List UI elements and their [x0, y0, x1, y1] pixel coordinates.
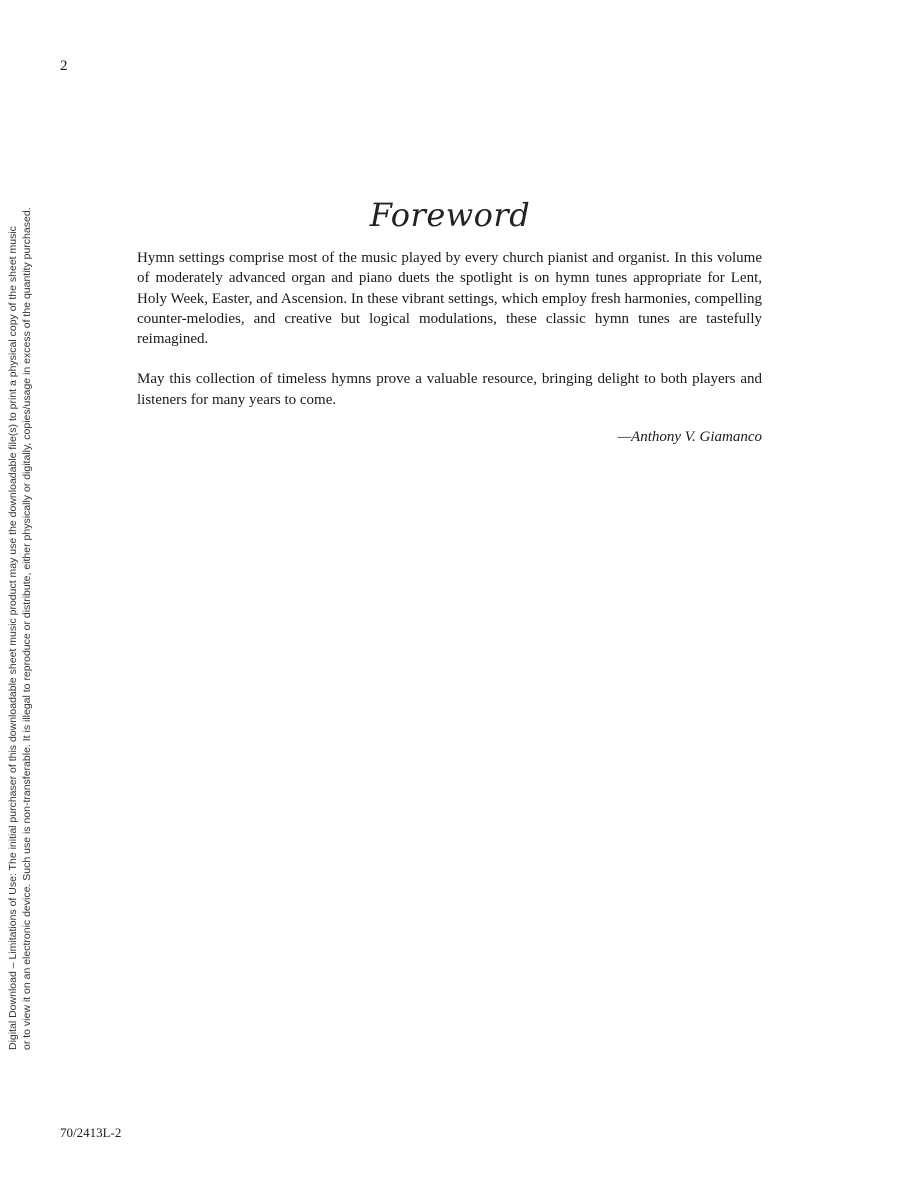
author-signature: —Anthony V. Giamanco	[617, 429, 762, 445]
usage-notice-line-2: or to view it on an electronic device. Such use is non-transferable. It is illegal to reproduce or distribute, either physically or digitally, copies/usage in excess of the quantity purchased.	[21, 207, 33, 1050]
page-title: Foreword	[369, 196, 531, 234]
page-number: 2	[60, 58, 68, 74]
usage-limitations-notice	[6, 150, 34, 1050]
foreword-paragraph-2: May this collection of timeless hymns prove a valuable resource, bringing delight to both players and listeners for many years to come.	[137, 371, 762, 408]
foreword-body	[137, 248, 762, 430]
foreword-paragraph-1: Hymn settings comprise most of the music played by every church pianist and organist. In this volume of moderately advanced organ and piano duets the spotlight is on hymn tunes appropriate for Lent, Holy Week, Easter, and Ascension. In these vibrant settings, which employ fresh harmonies, compelling counter-melodies, and creative but logical modulations, these classic hymn tunes are tastefully reimagined.	[137, 250, 762, 348]
catalog-code: 70/2413L-2	[60, 1125, 122, 1140]
usage-notice-line-1: Digital Download – Limitations of Use: The initial purchaser of this downloadable sheet music product may use the downloadable file(s) to print a physical copy of the sheet music	[7, 226, 19, 1050]
